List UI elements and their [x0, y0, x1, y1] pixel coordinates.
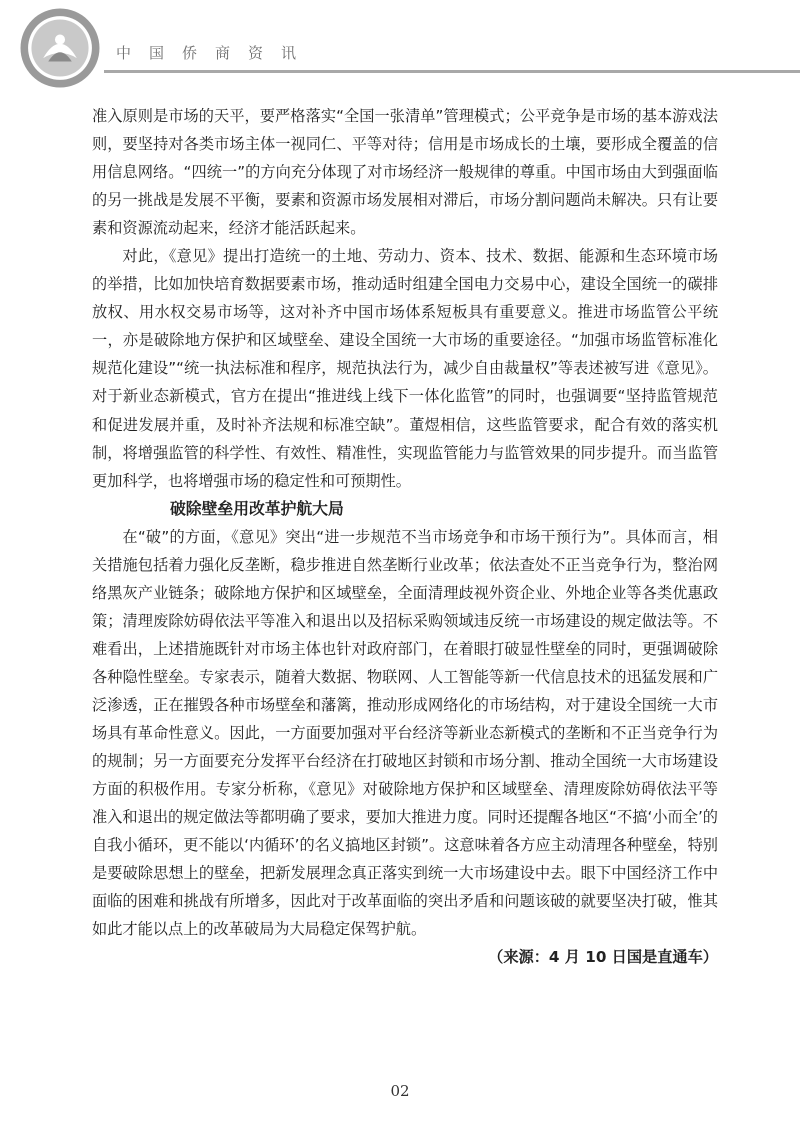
header-divider [104, 70, 800, 73]
section-heading: 破除壁垒用改革护航大局 [170, 498, 344, 518]
article-paragraph: 在“破”的方面，《意见》突出“进一步规范不当市场竞争和市场干预行为”。具体而言，相关措施包括着力强化反垄断，稳步推进自然垄断行业改革；依法查处不正当竞争行为，整治网络黑灰产业链条；破除地方保护和区域壁垒，全面清理歧视外资企业、外地企业等各类优惠政策；清理废除妨碍依法平等准入和退出以及招标采购领域违反统一市场建设的规定做法等。不难看出，上述措施既针对市场主体也针对政府部门，在着眼打破显性壁垒的同时，更强调破除各种隐性壁垒。专家表示，随着大数据、物联网、人工智能等新一代信息技术的迅猛发展和广泛渗透，正在摧毁各种市场壁垒和藩篱，推动形成网络化的市场结构，对于建设全国统一大市场具有革命性意义。因此，一方面要加强对平台经济等新业态新模式的垄断和不正当竞争行为的规制；另一方面要充分发挥平台经济在打破地区封锁和市场分割、推动全国统一大市场建设方面的积极作用。专家分析称，《意见》对破除地方保护和区域壁垒、清理废除妨碍依法平等准入和退出的规定做法等都明确了要求，要加大推进力度。同时还提醒各地区“不搞‘小而全’的自我小循环，更不能以‘内循环’的名义搞地区封锁”。这意味着各方应主动清理各种壁垒，特别是要破除思想上的壁垒，把新发展理念真正落实到统一大市场建设中去。眼下中国经济工作中面临的困难和挑战有所增多，因此对于改革面临的突出矛盾和问题该破的就要坚决打破，惟其如此才能以点上的改革破局为大局稳定保驾护航。 [92, 527, 718, 939]
header-title: 中国侨商资讯 [116, 44, 315, 62]
chamber-logo-icon [18, 6, 102, 90]
article-paragraph: 对此，《意见》提出打造统一的土地、劳动力、资本、技术、数据、能源和生态环境市场的举措，比如加快培育数据要素市场，推动适时组建全国电力交易中心，建设全国统一的碳排放权、用水权交易市场等，这对补齐中国市场体系短板具有重要意义。推进市场监管公平统一，亦是破除地方保护和区域壁垒、建设全国统一大市场的重要途径。“加强市场监管标准化规范化建设”“统一执法标准和程序，规范执法行为，减少自由裁量权”等表述被写进《意见》。对于新业态新模式，官方在提出“推进线上线下一体化监管”的同时，也强调要“坚持监管规范和促进发展并重，及时补齐法规和标准空缺”。董煜相信，这些监管要求，配合有效的落实机制，将增强监管的科学性、有效性、精准性，实现监管能力与监管效果的同步提升。而当监管更加科学，也将增强市场的稳定性和可预期性。 [92, 247, 718, 490]
page-header [0, 0, 800, 100]
article-source: （来源：4 月 10 日国是直通车） [488, 948, 718, 967]
article-body [92, 102, 718, 971]
article-paragraph: 准入原则是市场的天平，要严格落实“全国一张清单”管理模式；公平竞争是市场的基本游戏法则，要坚持对各类市场主体一视同仁、平等对待；信用是市场成长的土壤，要形成全覆盖的信用信息网络。“四统一”的方向充分体现了对市场经济一般规律的尊重。中国市场由大到强面临的另一挑战是发展不平衡，要素和资源市场发展相对滞后，市场分割问题尚未解决。只有让要素和资源流动起来，经济才能活跃起来。 [92, 107, 718, 238]
page-number: 02 [390, 1082, 410, 1100]
